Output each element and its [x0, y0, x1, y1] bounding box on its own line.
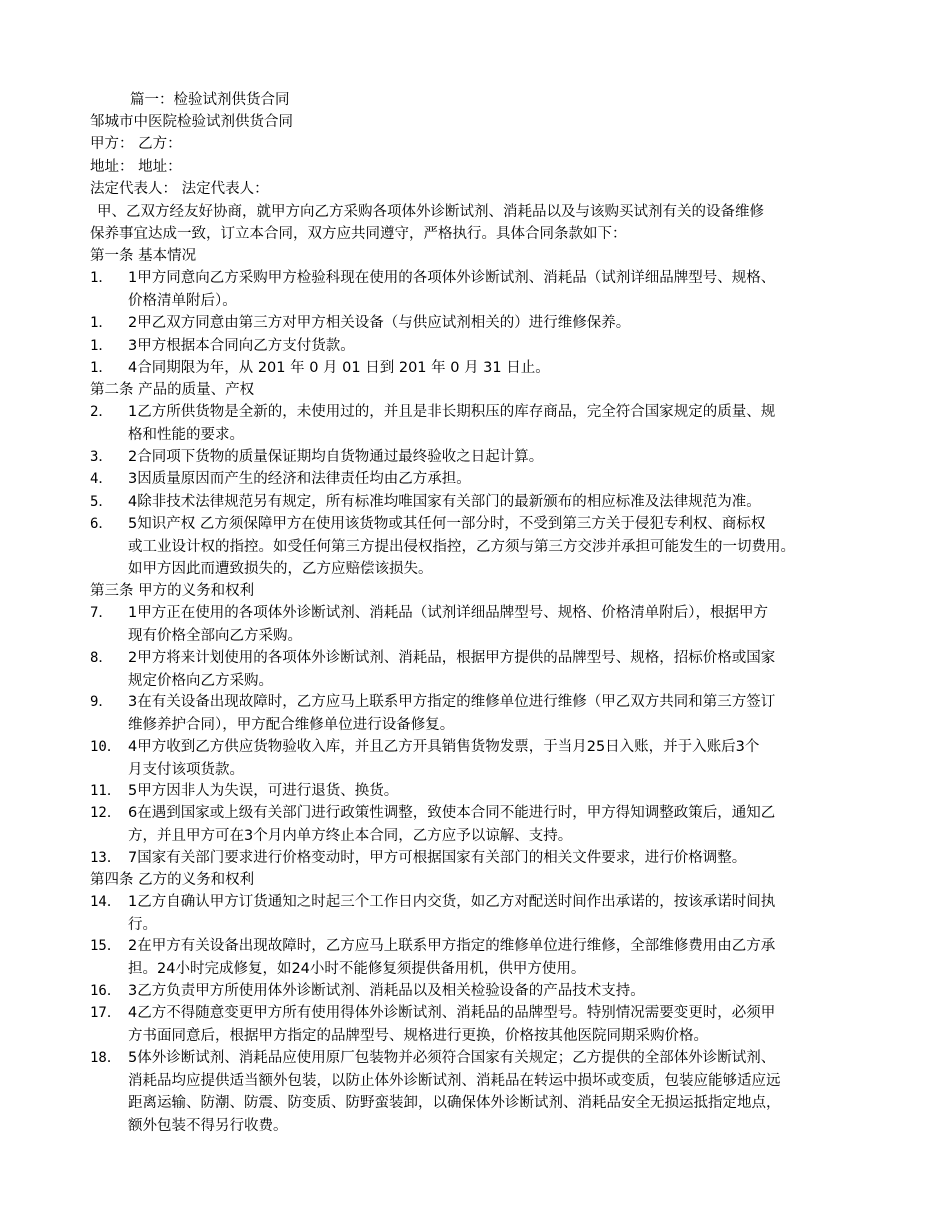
clause-item: [90, 802, 870, 847]
clause-line: 2甲乙双方同意由第三方对甲方相关设备（与供应试剂相关的）进行维修保养。: [128, 315, 631, 331]
clause-item: [90, 891, 870, 936]
clause-number: 16．: [90, 983, 121, 999]
clause-line: 6在遇到国家或上级有关部门进行政策性调整，致使本合同不能进行时，甲方得知调整政策后，通知乙: [128, 805, 776, 821]
clause-number: 1．: [90, 338, 113, 354]
clause-item: [90, 935, 870, 980]
clause-number: 11．: [90, 783, 121, 799]
clause-line: 现有价格全部向乙方采购。: [128, 627, 302, 644]
intro-paragraph-line-2: 保养事宜达成一致，订立本合同，双方应共同遵守，严格执行。具体合同条款如下：: [90, 226, 627, 242]
document-title: 篇一：检验试剂供货合同: [130, 92, 290, 108]
clause-number: 17．: [90, 1005, 121, 1021]
clause-number: 2．: [90, 404, 113, 420]
intro-paragraph-line-1: 甲、乙双方经友好协商，就甲方向乙方采购各项体外诊断试剂、消耗品以及与该购买试剂有关的设备维修: [97, 204, 764, 220]
clause-number: 8．: [90, 650, 113, 666]
clause-line: 距离运输、防潮、防震、防变质、防野蛮装卸，以确保体外诊断试剂、消耗品安全无损运抵指定地点，: [128, 1095, 781, 1111]
clause-line: 维修养护合同），甲方配合维修单位进行设备修复。: [128, 716, 455, 733]
clause-line: 方，并且甲方可在3个月内单方终止本合同，乙方应予以谅解、支持。: [128, 827, 573, 844]
party-line: 甲方： 乙方：: [90, 136, 182, 152]
clause-line: 或工业设计权的指控。如受任何第三方提出侵权指控，乙方须与第三方交涉并承担可能发生的一切费用。: [128, 538, 795, 555]
clause-number: 12．: [90, 805, 121, 821]
clause-line: 3因质量原因而产生的经济和法律责任均由乙方承担。: [128, 471, 471, 487]
clause-item: [90, 1002, 870, 1047]
clause-item: [90, 513, 870, 581]
clause-number: 18．: [90, 1050, 121, 1066]
clause-line: 规定价格向乙方采购。: [128, 672, 273, 689]
clause-line: 2甲方将来计划使用的各项体外诊断试剂、消耗品，根据甲方提供的品牌型号、规格，招标价格或国家: [128, 650, 776, 666]
clause-line: 方书面同意后，根据甲方指定的品牌型号、规格进行更换，价格按其他医院同期采购价格。: [128, 1027, 708, 1044]
clause-item: [90, 602, 870, 647]
clause-line: 2在甲方有关设备出现故障时，乙方应马上联系甲方指定的维修单位进行维修，全部维修费用由乙方承: [128, 938, 776, 954]
clause-number: 9．: [90, 694, 113, 710]
clause-line: 4甲方收到乙方供应货物验收入库，并且乙方开具销售货物发票，于当月25日入账，并于入账后3个: [128, 739, 760, 755]
clause-line: 4合同期限为年，从 201 年 0 月 01 日到 201 年 0 月 31 日止。: [128, 360, 550, 376]
clause-line: 3甲方根据本合同向乙方支付货款。: [128, 338, 355, 354]
clause-line: 1甲方正在使用的各项体外诊断试剂、消耗品（试剂详细品牌型号、规格、价格清单附后），根据甲方: [128, 605, 768, 621]
clause-item: [90, 736, 870, 781]
clause-number: 4．: [90, 471, 113, 487]
clause-line: 担。24小时完成修复，如24小时不能修复须提供备用机，供甲方使用。: [128, 960, 586, 977]
address-line: 地址： 地址：: [90, 159, 182, 175]
clause-line: 4除非技术法律规范另有规定，所有标准均唯国家有关部门的最新颁布的相应标准及法律规范为准。: [128, 494, 761, 510]
clause-number: 5．: [90, 494, 113, 510]
section-heading-1: 第一条 基本情况: [90, 248, 197, 264]
clause-number: 15．: [90, 938, 121, 954]
clause-item: [90, 780, 870, 803]
clause-item: [90, 647, 870, 692]
clause-number: 14．: [90, 894, 121, 910]
clause-number: 1．: [90, 360, 113, 376]
clause-line: 额外包装不得另行收费。: [128, 1117, 288, 1134]
clause-number: 7．: [90, 605, 113, 621]
clause-item: [90, 446, 870, 469]
clause-number: 6．: [90, 516, 113, 532]
clause-number: 1．: [90, 270, 113, 286]
clause-line: 4乙方不得随意变更甲方所有使用得体外诊断试剂、消耗品的品牌型号。特别情况需要变更时，必须甲: [128, 1005, 776, 1021]
clause-line: 如甲方因此而遭致损失的，乙方应赔偿该损失。: [128, 561, 433, 577]
clause-line: 月支付该项货款。: [128, 761, 244, 778]
clause-number: 3．: [90, 449, 113, 465]
clause-line: 2合同项下货物的质量保证期均自货物通过最终验收之日起计算。: [128, 449, 544, 465]
clause-line: 7国家有关部门要求进行价格变动时，甲方可根据国家有关部门的相关文件要求，进行价格调整。: [128, 850, 747, 866]
clause-line: 5体外诊断试剂、消耗品应使用原厂包装物并必须符合国家有关规定；乙方提供的全部体外诊断试剂、: [128, 1050, 776, 1066]
clause-line: 5甲方因非人为失误，可进行退货、换货。: [128, 783, 399, 799]
clause-item: [90, 691, 870, 736]
clause-line: 5知识产权 乙方须保障甲方在使用该货物或其任何一部分时，不受到第三方关于侵犯专利权、商标权: [128, 516, 766, 532]
contract-heading: 邹城市中医院检验试剂供货合同: [90, 114, 293, 130]
clause-line: 价格清单附后）。: [128, 292, 237, 309]
clause-item: [90, 335, 870, 358]
clause-item: [90, 491, 870, 514]
section-heading-3: 第三条 甲方的义务和权利: [90, 583, 255, 599]
clause-item: [90, 357, 870, 380]
clause-number: 1．: [90, 315, 113, 331]
clause-item: [90, 468, 870, 491]
legal-representative-line: 法定代表人： 法定代表人：: [90, 181, 269, 197]
clause-line: 1乙方所供货物是全新的，未使用过的，并且是非长期积压的库存商品，完全符合国家规定的质量、规: [128, 404, 776, 420]
clause-number: 10．: [90, 739, 121, 755]
clause-line: 1甲方同意向乙方采购甲方检验科现在使用的各项体外诊断试剂、消耗品（试剂详细品牌型号、规格、: [128, 270, 776, 286]
clause-item: [90, 847, 870, 870]
clause-item: [90, 980, 870, 1003]
section-heading-4: 第四条 乙方的义务和权利: [90, 872, 255, 888]
clause-line: 3乙方负责甲方所使用体外诊断试剂、消耗品以及相关检验设备的产品技术支持。: [128, 983, 645, 999]
clause-item: [90, 1047, 870, 1137]
clause-line: 3在有关设备出现故障时，乙方应马上联系甲方指定的维修单位进行维修（甲乙双方共同和第三方签订: [128, 694, 776, 710]
clause-line: 格和性能的要求。: [128, 426, 244, 443]
section-heading-2: 第二条 产品的质量、产权: [90, 382, 255, 398]
clause-item: [90, 267, 870, 312]
clause-line: 1乙方自确认甲方订货通知之时起三个工作日内交货，如乙方对配送时间作出承诺的，按该承诺时间执: [128, 894, 776, 910]
clause-item: [90, 401, 870, 446]
clause-line: 消耗品均应提供适当额外包装，以防止体外诊断试剂、消耗品在转运中损坏或变质，包装应能够适应远: [128, 1072, 781, 1089]
clause-item: [90, 312, 870, 335]
clause-line: 行。: [128, 916, 157, 933]
clause-number: 13．: [90, 850, 121, 866]
